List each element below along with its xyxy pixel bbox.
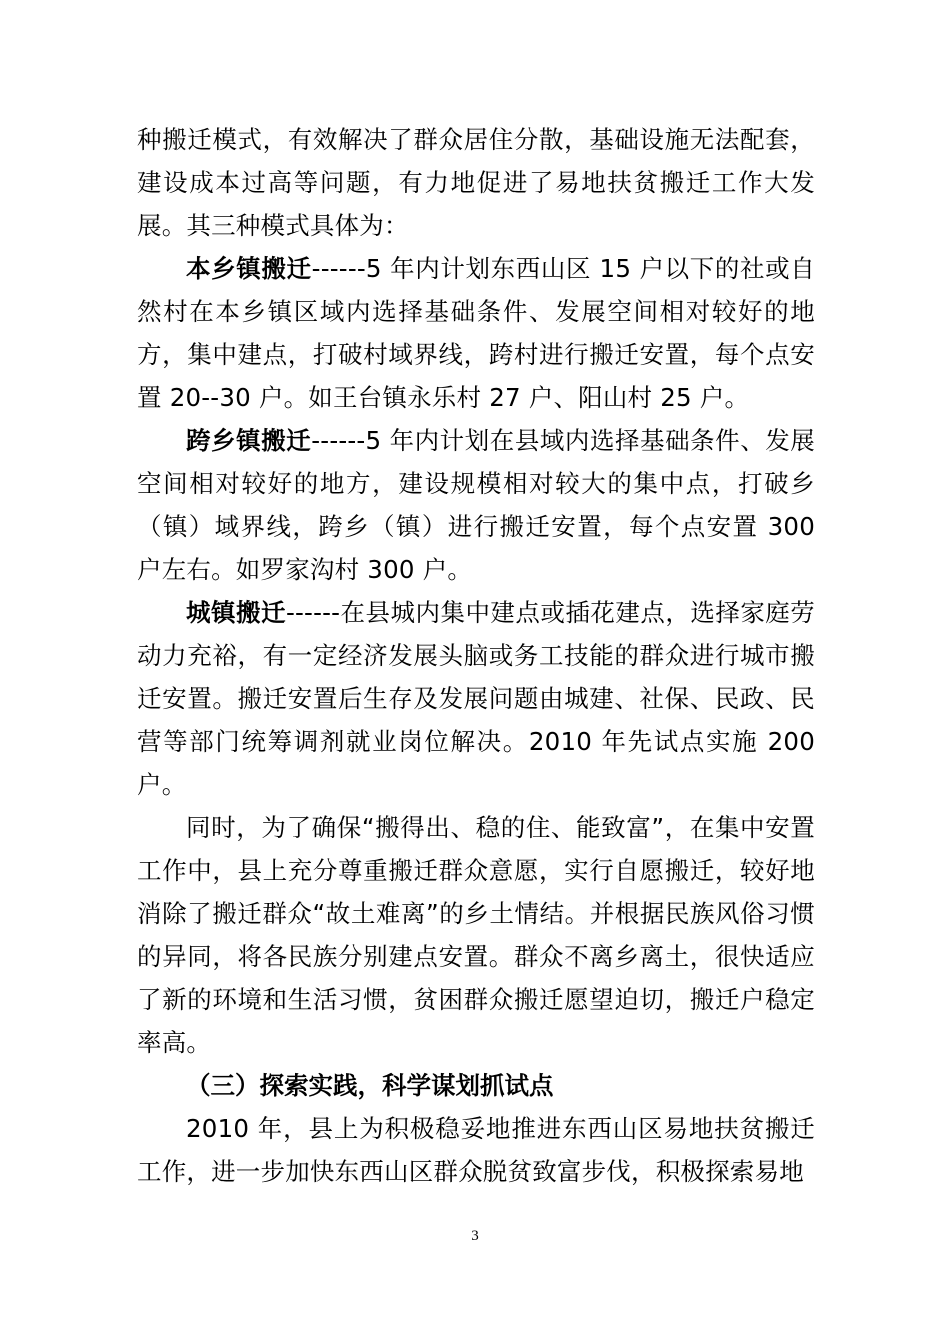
paragraph-intro xyxy=(137,118,815,247)
paragraph-closing xyxy=(137,1107,815,1193)
paragraph-text: ------5 年内计划东西山区 15 户以下的社或自然村在本乡镇区域内选择基础条件、发展空间相对较好的地方，集中建点，打破村域界线，跨村进行搬迁安置，每个点安置 20--30 户。如王台镇永乐村 27 户、阳山村 25 户。 xyxy=(137,254,816,412)
paragraph-bold-lead: 跨乡镇搬迁 xyxy=(186,426,312,455)
paragraph-text: ------在县城内集中建点或插花建点，选择家庭劳动力充裕，有一定经济发展头脑或务工技能的群众进行城市搬迁安置。搬迁安置后生存及发展问题由城建、社保、民政、民营等部门统筹调剂就业岗位解决。2010 年先试点实施 200 户。 xyxy=(137,598,815,799)
paragraph-voluntary-relocation xyxy=(137,806,815,1064)
page-number: 3 xyxy=(471,1228,479,1244)
paragraph-local-township-relocation xyxy=(137,247,815,419)
paragraph-text: ------5 年内计划在县域内选择基础条件、发展空间相对较好的地方，建设规模相对较大的集中点，打破乡（镇）域界线，跨乡（镇）进行搬迁安置，每个点安置 300 户左右。如罗家沟村 300 户。 xyxy=(137,426,816,584)
paragraph-bold-lead: 城镇搬迁 xyxy=(186,598,286,627)
paragraph-cross-township-relocation xyxy=(137,419,815,591)
section-heading: （三）探索实践，科学谋划抓试点 xyxy=(186,1071,554,1100)
paragraph-text: 种搬迁模式，有效解决了群众居住分散，基础设施无法配套，建设成本过高等问题，有力地促进了易地扶贫搬迁工作大发展。其三种模式具体为： xyxy=(137,125,815,240)
paragraph-bold-lead: 本乡镇搬迁 xyxy=(186,254,312,283)
paragraph-urban-relocation xyxy=(137,591,815,806)
paragraph-text: 同时，为了确保“搬得出、稳的住、能致富”，在集中安置工作中，县上充分尊重搬迁群众意愿，实行自愿搬迁，较好地消除了搬迁群众“故土难离”的乡土情结。并根据民族风俗习惯的异同，将各民族分别建点安置。群众不离乡离土，很快适应了新的环境和生活习惯，贫困群众搬迁愿望迫切，搬迁户稳定率高。 xyxy=(137,813,815,1057)
paragraph-text: 2010 年，县上为积极稳妥地推进东西山区易地扶贫搬迁工作，进一步加快东西山区群众脱贫致富步伐，积极探索易地 xyxy=(137,1114,815,1186)
document-body xyxy=(137,118,815,1193)
